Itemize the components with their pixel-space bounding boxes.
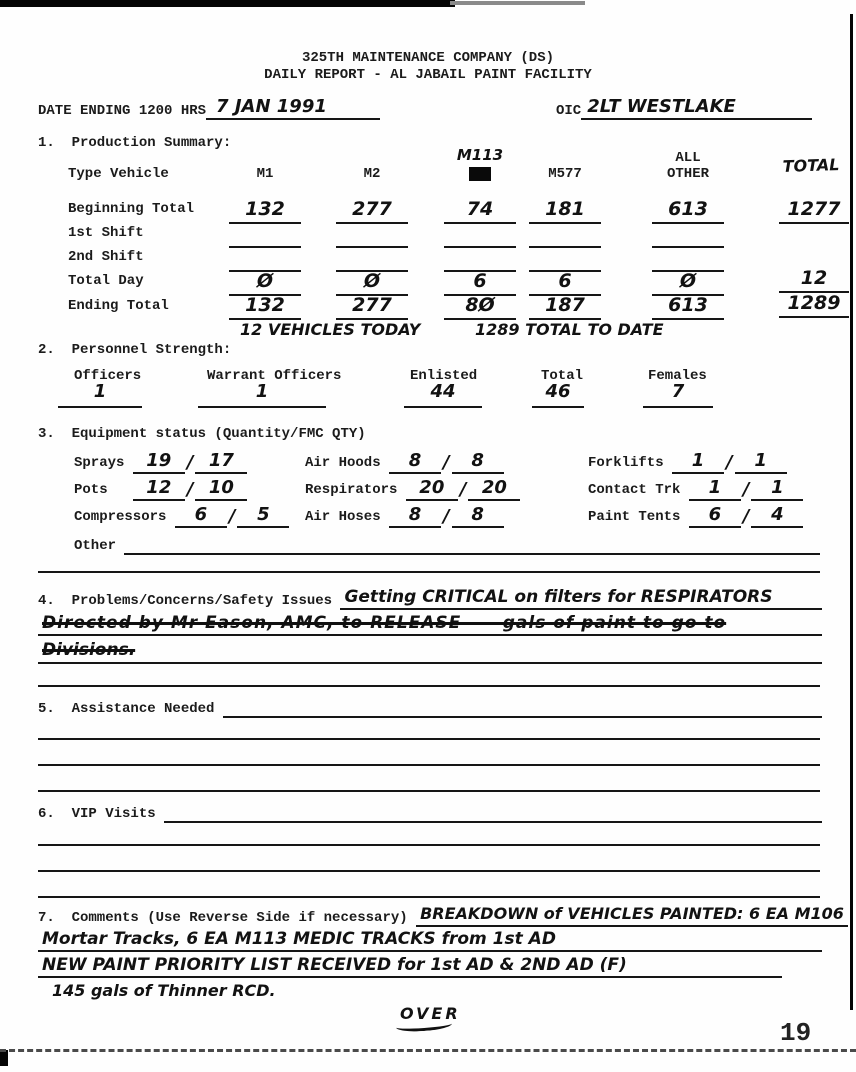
equipment-field-compressors: Compressors 6 / 5 — [74, 504, 289, 528]
column-header-m577: M577 — [548, 166, 582, 182]
date-ending-value: 7 JAN 1991 — [206, 96, 380, 120]
cell-ending-total: 1289 — [779, 291, 849, 318]
comments-line1: BREAKDOWN of VEHICLES PAINTED: 6 EA M106 — [416, 903, 848, 927]
personnel-value-officers: 1 — [58, 380, 142, 408]
vehicles-today-note: 12 VEHICLES TODAY — [240, 320, 421, 339]
cell-beginning-other: 613 — [652, 197, 724, 224]
comments-section — [38, 903, 844, 927]
equipment-field-air-hoods: Air Hoods 8 / 8 — [305, 450, 504, 474]
cell-ending-m113: 8Ø — [444, 293, 516, 320]
date-ending-field — [38, 96, 380, 120]
section-2-heading: 2. Personnel Strength: — [38, 342, 232, 358]
section-7-heading: 7. Comments (Use Reverse Side if necessary) — [38, 910, 417, 926]
row-header-type-vehicle: Type Vehicle — [68, 166, 169, 182]
section-3-heading: 3. Equipment status (Quantity/FMC QTY) — [38, 426, 366, 442]
oic-value: 2LT WESTLAKE — [581, 96, 812, 120]
row-label-beginning-total: Beginning Total — [68, 201, 195, 217]
comments-line3: NEW PAINT PRIORITY LIST RECEIVED for 1st AD & 2ND AD (F) — [38, 954, 782, 978]
cell-ending-m577: 187 — [529, 293, 601, 320]
comments-line2: Mortar Tracks, 6 EA M113 MEDIC TRACKS from 1st AD — [38, 928, 822, 952]
cell-day-m113: 6 — [444, 269, 516, 296]
comments-line2-row — [38, 928, 822, 952]
problems-section — [38, 586, 822, 610]
slash: / — [228, 506, 236, 527]
slash: / — [742, 506, 750, 527]
row-label-1st-shift: 1st Shift — [68, 225, 144, 241]
blank-line — [38, 846, 820, 872]
personnel-value-warrant-officers: 1 — [198, 380, 326, 408]
personnel-label-total: Total — [541, 368, 584, 384]
cell-beginning-m577: 181 — [529, 197, 601, 224]
personnel-label-enlisted: Enlisted — [410, 368, 478, 384]
comments-line3-row — [38, 954, 782, 978]
cell-day-other: Ø — [652, 269, 724, 296]
equipment-field-contact-trk: Contact Trk 1 / 1 — [588, 477, 803, 501]
scan-artifact-top-band-gray — [450, 1, 585, 5]
cell-beginning-m113: 74 — [444, 197, 516, 224]
problems-line3-struck: Divisions. — [42, 640, 136, 660]
blank-line — [38, 820, 820, 846]
cell-1st-m577 — [529, 221, 601, 248]
cell-beginning-total: 1277 — [779, 197, 849, 224]
cell-beginning-m2: 277 — [336, 197, 408, 224]
cell-1st-m2 — [336, 221, 408, 248]
cell-1st-m1 — [229, 221, 301, 248]
slash: / — [742, 479, 750, 500]
problems-line2-struck: Directed by Mr Eason, AMC, to RELEASE gals of paint to go to — [38, 612, 822, 636]
personnel-label-officers: Officers — [74, 368, 142, 384]
form-title-line2: DAILY REPORT - AL JABAIL PAINT FACILITY — [264, 67, 592, 83]
cell-ending-other: 613 — [652, 293, 724, 320]
cell-day-total: 12 — [779, 266, 849, 293]
column-header-all-other-line2: OTHER — [666, 166, 709, 182]
blank-line — [38, 872, 820, 898]
row-label-total-day: Total Day — [68, 273, 144, 289]
cell-day-m2: Ø — [336, 269, 408, 296]
cell-2nd-m113 — [444, 245, 516, 272]
cell-day-m577: 6 — [529, 269, 601, 296]
oic-label: OIC — [556, 103, 582, 119]
problems-line2-row — [38, 612, 822, 636]
form-title-line1: 325TH MAINTENANCE COMPANY (DS) — [301, 50, 555, 66]
slash: / — [443, 506, 450, 527]
page-number: 19 — [780, 1018, 812, 1048]
column-header-all-other-line1: ALL — [675, 150, 701, 166]
problems-line1: Getting CRITICAL on filters for RESPIRATORS — [340, 586, 822, 610]
cell-ending-m1: 132 — [229, 293, 301, 320]
cell-day-m1: Ø — [229, 269, 301, 296]
personnel-value-total: 46 — [532, 380, 584, 408]
slash: / — [186, 452, 194, 473]
cell-1st-m113 — [444, 221, 516, 248]
blank-line — [38, 766, 820, 792]
section-5-heading: 5. Assistance Needed — [38, 701, 223, 717]
blank-line — [38, 549, 820, 573]
personnel-label-warrant-officers: Warrant Officers — [207, 368, 342, 384]
equipment-field-respirators: Respirators 20 / 20 — [305, 477, 520, 501]
cell-2nd-m1 — [229, 245, 301, 272]
oic-field — [556, 96, 812, 120]
personnel-label-females: Females — [648, 368, 707, 384]
section-6-heading: 6. VIP Visits — [38, 806, 165, 822]
row-label-ending-total: Ending Total — [68, 298, 169, 314]
scan-artifact-top-band — [0, 0, 455, 7]
column-header-m1: M1 — [256, 166, 274, 182]
section-4-heading: 4. Problems/Concerns/Safety Issues — [38, 593, 341, 609]
equipment-field-other: Other — [74, 531, 820, 555]
equipment-field-forklifts: Forklifts 1 / 1 — [588, 450, 787, 474]
scan-artifact-bottom-left-mark — [0, 1050, 8, 1066]
slash: / — [186, 479, 194, 500]
over-note: OVER — [400, 1004, 461, 1023]
equipment-field-sprays: Sprays 19 / 17 — [74, 450, 247, 474]
section-1-heading: 1. Production Summary: — [38, 135, 232, 151]
personnel-value-females: 7 — [643, 380, 713, 408]
blank-line — [38, 661, 820, 687]
blank-line — [38, 714, 820, 740]
date-ending-label: DATE ENDING 1200 HRS — [38, 103, 207, 119]
cell-ending-m2: 277 — [336, 293, 408, 320]
comments-line4: 145 gals of Thinner RCD. — [52, 981, 276, 1000]
blank-line — [38, 740, 820, 766]
row-label-2nd-shift: 2nd Shift — [68, 249, 144, 265]
cell-beginning-m1: 132 — [229, 197, 301, 224]
column-header-m113-annotation: M113 — [456, 146, 504, 164]
m3-blackout-redaction — [469, 167, 491, 181]
cell-2nd-other — [652, 245, 724, 272]
cell-2nd-m2 — [336, 245, 408, 272]
scan-artifact-bottom-dashed-line — [0, 1049, 856, 1052]
cell-2nd-m577 — [529, 245, 601, 272]
column-header-total-annotation: TOTAL — [782, 155, 840, 176]
total-to-date-note: 1289 TOTAL TO DATE — [475, 320, 664, 339]
equipment-field-pots: Pots 12 / 10 — [74, 477, 247, 501]
slash: / — [443, 452, 450, 473]
slash: / — [726, 452, 733, 473]
equipment-field-air-hoses: Air Hoses 8 / 8 — [305, 504, 504, 528]
cell-1st-other — [652, 221, 724, 248]
equipment-field-paint-tents: Paint Tents 6 / 4 — [588, 504, 803, 528]
column-header-m2: M2 — [363, 166, 381, 182]
personnel-value-enlisted: 44 — [404, 380, 482, 408]
scan-artifact-right-line — [850, 14, 853, 1010]
slash: / — [459, 479, 467, 500]
